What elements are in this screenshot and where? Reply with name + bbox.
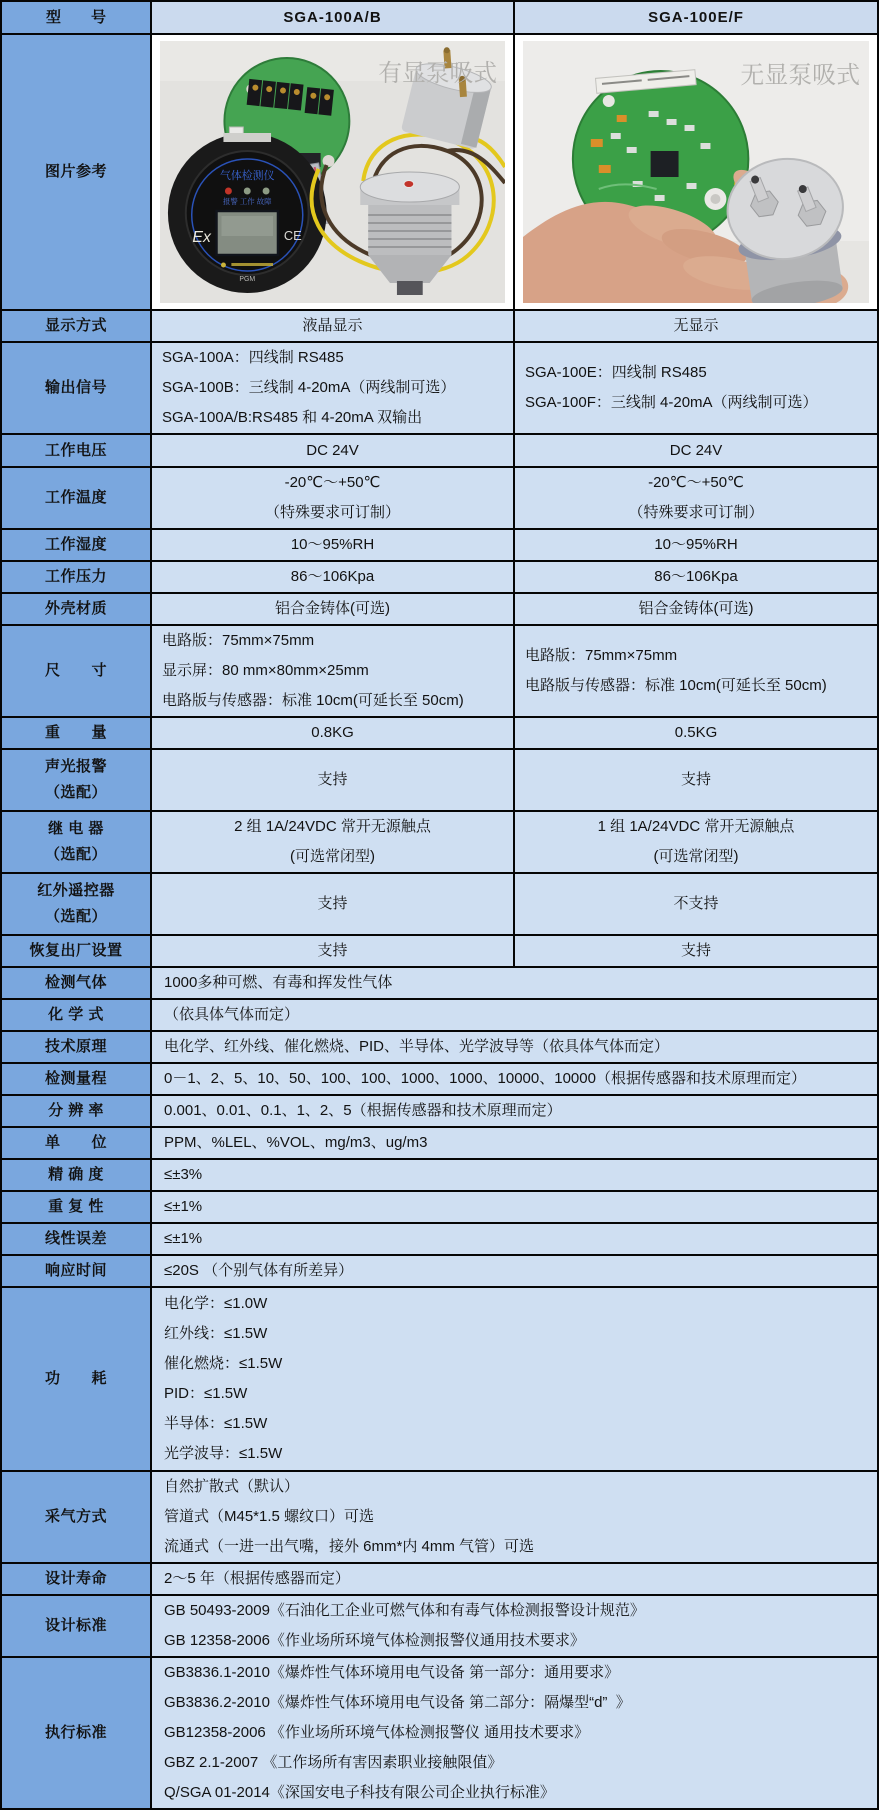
spec-span-content (152, 1032, 877, 1062)
row-label-text: 输出信号 (44, 379, 107, 396)
spec-value-line: 10～95%RH (654, 536, 738, 553)
row-label-text: 设计标准 (44, 1617, 107, 1634)
spec-span-line: ≤±3% (164, 1166, 203, 1183)
table-row (1, 561, 878, 593)
row-label-line: 继 电 器 (48, 820, 104, 837)
row-label-text: 采气方式 (44, 1508, 107, 1525)
image-cell (151, 34, 514, 310)
spec-value-line: 86～106Kpa (290, 568, 375, 585)
detector-face-illustration (168, 133, 327, 293)
spec-span-cell (151, 967, 878, 999)
table-row (1, 529, 878, 561)
row-label-17 (1, 1031, 151, 1063)
spec-value-line: SGA-100A：四线制 RS485 (162, 349, 344, 366)
spec-value-cell (151, 434, 514, 467)
spec-value-cell (151, 811, 514, 873)
row-label-text: 响应时间 (44, 1262, 107, 1279)
spec-value-content (152, 765, 513, 795)
row-label-19 (1, 1095, 151, 1127)
row-label-text: 工作压力 (44, 568, 107, 585)
spec-value-content (515, 530, 877, 560)
row-label-text: 外壳材质 (44, 600, 107, 617)
spec-span-cell (151, 1595, 878, 1657)
row-label-text: 重 量 (44, 724, 107, 741)
table-row (1, 935, 878, 967)
spec-value-line: 支持 (317, 895, 348, 912)
row-label-text: 重 复 性 (48, 1198, 104, 1215)
table-row (1, 1287, 878, 1471)
spec-value-content (152, 530, 513, 560)
row-label-text: 工作湿度 (44, 536, 107, 553)
row-label-24 (1, 1255, 151, 1287)
row-label-22 (1, 1191, 151, 1223)
row-label-text: 分 辨 率 (48, 1102, 104, 1119)
spec-value-line: （特殊要求可订制） (628, 504, 764, 521)
spec-span-line: （依具体气体而定） (164, 1006, 300, 1023)
row-label-1 (1, 34, 151, 310)
photo-left-illustration (160, 41, 505, 303)
spec-value-cell (514, 561, 878, 593)
product-photo-sga100ab (160, 41, 505, 303)
spec-value-line: SGA-100E：四线制 RS485 (525, 364, 707, 381)
spec-value-content (152, 889, 513, 919)
spec-value-line: 支持 (317, 942, 348, 959)
spec-value-line: 支持 (680, 771, 711, 788)
spec-span-line: 半导体：≤1.5W (164, 1415, 268, 1432)
spec-value-cell (151, 561, 514, 593)
spec-span-line: ≤20S （个别气体有所差异） (164, 1262, 354, 1279)
spec-value-content (515, 436, 877, 466)
spec-span-cell (151, 1127, 878, 1159)
table-row (1, 1255, 878, 1287)
row-label-content (2, 878, 150, 930)
spec-span-cell (151, 1031, 878, 1063)
spec-value-content (515, 641, 877, 701)
table-row (1, 717, 878, 749)
table-row (1, 625, 878, 717)
row-label-text: 工作温度 (44, 489, 107, 506)
spec-span-line: Q/SGA 01-2014《深国安电子科技有限公司企业执行标准》 (164, 1784, 555, 1801)
spec-value-line: DC 24V (306, 441, 359, 459)
spec-span-content (152, 1224, 877, 1254)
spec-value-line: 支持 (317, 771, 348, 788)
spec-value-cell (151, 625, 514, 717)
spec-span-cell (151, 1223, 878, 1255)
device-title-text: 气体检测仪 (220, 169, 275, 183)
spec-span-line: 管道式（M45*1.5 螺纹口）可选 (164, 1508, 375, 1525)
spec-value-line: 10～95%RH (290, 536, 375, 553)
spec-span-line: 1000多种可燃、有毒和挥发性气体 (164, 974, 393, 991)
spec-span-line: GB3836.2-2010《爆炸性气体环境用电气设备 第二部分：隔爆型“d” 》 (164, 1694, 631, 1711)
led-labels-text: 报警 工作 故障 (222, 196, 272, 207)
row-label-0 (1, 1, 151, 34)
spec-value-line: 不支持 (673, 895, 719, 912)
spec-value-cell (514, 467, 878, 529)
spec-span-line: GB 50493-2009《石油化工企业可燃气体和有毒气体检测报警设计规范》 (164, 1602, 645, 1619)
spec-value-line: -20℃～+50℃ (648, 474, 744, 491)
row-label-5 (1, 467, 151, 529)
spec-span-line: 0.001、0.01、0.1、1、2、5（根据传感器和技术原理而定） (164, 1102, 562, 1119)
table-row (1, 967, 878, 999)
spec-value-content (152, 626, 513, 716)
row-label-text: 技术原理 (44, 1038, 107, 1055)
spec-value-cell (151, 310, 514, 342)
spec-value-cell (151, 717, 514, 749)
spec-span-cell (151, 1095, 878, 1127)
spec-value-cell (514, 873, 878, 935)
row-label-20 (1, 1127, 151, 1159)
spec-span-content (152, 1128, 877, 1158)
spec-span-line: GB12358-2006 《作业场所环境气体检测报警仪 通用技术要求》 (164, 1724, 590, 1741)
row-label-16 (1, 999, 151, 1031)
table-row (1, 342, 878, 434)
spec-span-line: ≤±1% (164, 1198, 203, 1215)
model-header-cell: SGA-100E/F (514, 1, 878, 34)
spec-value-line: 无显示 (673, 317, 719, 334)
table-row (1, 1031, 878, 1063)
spec-value-line: 0.8KG (311, 724, 354, 741)
spec-value-cell (514, 593, 878, 625)
table-row (1, 873, 878, 935)
row-label-4 (1, 434, 151, 467)
spec-value-content (152, 936, 513, 966)
row-label-line: 红外遥控器 (37, 882, 115, 899)
spec-value-line: 1 组 1A/24VDC 常开无源触点 (597, 818, 795, 835)
table-row (1, 1159, 878, 1191)
product-photo-sga100ef (523, 41, 869, 303)
table-row (1, 1191, 878, 1223)
spec-value-cell (151, 342, 514, 434)
spec-value-line: 铝合金铸体(可选) (275, 600, 390, 617)
table-row (1, 1127, 878, 1159)
spec-value-content (152, 562, 513, 592)
spec-value-cell (514, 717, 878, 749)
row-label-content (2, 754, 150, 806)
spec-value-line: SGA-100A/B:RS485 和 4-20mA 双输出 (162, 409, 423, 426)
spec-value-content (515, 812, 877, 872)
spec-value-line: SGA-100B：三线制 4-20mA（两线制可选） (162, 379, 456, 396)
spec-span-cell (151, 1255, 878, 1287)
row-label-text: 单 位 (44, 1134, 107, 1151)
spec-span-line: GBZ 2.1-2007 《工作场所有害因素职业接触限值》 (164, 1754, 503, 1771)
row-label-text: 化 学 式 (48, 1006, 104, 1023)
spec-span-cell (151, 1287, 878, 1471)
spec-value-line: 电路版与传感器：标准 10cm(可延长至 50cm) (525, 677, 827, 694)
spec-value-cell (514, 749, 878, 811)
spec-value-cell (514, 935, 878, 967)
spec-span-line: 0－1、2、5、10、50、100、100、1000、1000、10000、10000（根据传感器和技术原理而定） (164, 1070, 806, 1087)
row-label-10 (1, 717, 151, 749)
spec-value-content (515, 765, 877, 795)
spec-span-line: PID：≤1.5W (164, 1385, 248, 1402)
ex-mark-text: Ex (192, 228, 211, 247)
spec-value-line: 电路版：75mm×75mm (525, 647, 678, 664)
spec-span-line: 2～5 年（根据传感器而定） (164, 1570, 350, 1587)
spec-value-content (515, 889, 877, 919)
table-row (1, 1063, 878, 1095)
spec-span-line: GB3836.1-2010《爆炸性气体环境用电气设备 第一部分：通用要求》 (164, 1664, 620, 1681)
row-label-text: 图片参考 (44, 163, 107, 180)
table-row (1, 34, 878, 310)
spec-span-line: PPM、%LEL、%VOL、mg/m3、ug/m3 (164, 1134, 428, 1151)
spec-span-content (152, 1596, 877, 1656)
row-label-21 (1, 1159, 151, 1191)
spec-value-line: 液晶显示 (302, 317, 363, 334)
ce-mark-text: CE (283, 227, 302, 244)
spec-span-content (152, 1064, 877, 1094)
row-label-text: 精 确 度 (48, 1166, 104, 1183)
row-label-6 (1, 529, 151, 561)
table-row (1, 1, 878, 34)
spec-value-content (152, 311, 513, 341)
row-label-content (2, 816, 150, 868)
row-label-27 (1, 1563, 151, 1595)
table-row (1, 999, 878, 1031)
spec-value-line: (可选常闭型) (290, 848, 375, 865)
spec-span-cell (151, 1471, 878, 1563)
table-row (1, 1095, 878, 1127)
table-row (1, 811, 878, 873)
row-label-26 (1, 1471, 151, 1563)
spec-value-cell (151, 749, 514, 811)
spec-value-content (515, 936, 877, 966)
table-row (1, 1595, 878, 1657)
spec-value-content (152, 812, 513, 872)
table-row (1, 467, 878, 529)
spec-span-line: GB 12358-2006《作业场所环境气体检测报警仪通用技术要求》 (164, 1632, 585, 1649)
spec-span-line: 自然扩散式（默认） (164, 1478, 300, 1495)
row-label-3 (1, 342, 151, 434)
spec-value-content (152, 436, 513, 466)
spec-span-cell (151, 1657, 878, 1809)
spec-value-content (515, 594, 877, 624)
table-row (1, 1471, 878, 1563)
spec-value-content (515, 358, 877, 418)
table-row (1, 1563, 878, 1595)
spec-value-line: 电路版与传感器：标准 10cm(可延长至 50cm) (162, 692, 464, 709)
row-label-28 (1, 1595, 151, 1657)
row-label-text: 检测量程 (44, 1070, 107, 1087)
spec-value-content (152, 343, 513, 433)
spec-value-content (152, 594, 513, 624)
spec-span-content (152, 1000, 877, 1030)
spec-value-content (515, 468, 877, 528)
row-label-8 (1, 593, 151, 625)
spec-span-cell (151, 1063, 878, 1095)
row-label-text: 恢复出厂设置 (29, 942, 123, 959)
spec-value-cell (151, 935, 514, 967)
row-label-9 (1, 625, 151, 717)
row-label-text: 显示方式 (44, 317, 107, 334)
row-label-25 (1, 1287, 151, 1471)
spec-value-line: 0.5KG (674, 724, 718, 741)
spec-value-content (515, 562, 877, 592)
row-label-text: 功 耗 (44, 1370, 107, 1387)
spec-span-cell (151, 1159, 878, 1191)
spec-span-content (152, 1658, 877, 1808)
spec-span-cell (151, 1563, 878, 1595)
spec-value-line: SGA-100F：三线制 4-20mA（两线制可选） (525, 394, 818, 411)
row-label-text: 线性误差 (44, 1230, 107, 1247)
spec-span-content (152, 1192, 877, 1222)
spec-value-cell (151, 529, 514, 561)
image-cell (514, 34, 878, 310)
model-header-cell: SGA-100A/B (151, 1, 514, 34)
table-row (1, 1657, 878, 1809)
spec-span-cell (151, 1191, 878, 1223)
spec-span-line: 电化学：≤1.0W (164, 1295, 268, 1312)
spec-span-line: ≤±1% (164, 1230, 203, 1247)
table-row (1, 749, 878, 811)
spec-value-line: 显示屏：80 mm×80mm×25mm (162, 662, 369, 679)
row-label-12 (1, 811, 151, 873)
spec-value-content (515, 718, 877, 748)
row-label-29 (1, 1657, 151, 1809)
spec-value-cell (151, 873, 514, 935)
spec-value-cell (514, 342, 878, 434)
spec-value-cell (151, 467, 514, 529)
row-label-text: 工作电压 (44, 441, 107, 459)
row-label-line: 声光报警 (44, 758, 107, 775)
watermark-text: 有显泵吸式 (378, 59, 498, 88)
row-label-text: 型 号 (45, 8, 106, 26)
spec-span-content (152, 1256, 877, 1286)
row-label-line: （选配） (44, 846, 107, 863)
spec-span-content (152, 1472, 877, 1562)
spec-span-cell (151, 999, 878, 1031)
spec-value-line: 铝合金铸体(可选) (638, 600, 754, 617)
spec-value-line: 86～106Kpa (654, 568, 738, 585)
spec-value-content (152, 718, 513, 748)
spec-value-cell (514, 811, 878, 873)
row-label-text: 执行标准 (44, 1724, 107, 1741)
row-label-23 (1, 1223, 151, 1255)
row-label-11 (1, 749, 151, 811)
table-row (1, 1223, 878, 1255)
row-label-13 (1, 873, 151, 935)
row-label-18 (1, 1063, 151, 1095)
table-row (1, 593, 878, 625)
spec-span-line: 红外线：≤1.5W (164, 1325, 268, 1342)
spec-span-content (152, 1289, 877, 1469)
spec-value-cell (514, 310, 878, 342)
row-label-7 (1, 561, 151, 593)
spec-value-cell (514, 434, 878, 467)
spec-value-line: DC 24V (669, 441, 723, 459)
row-label-15 (1, 967, 151, 999)
spec-value-cell (514, 529, 878, 561)
spec-value-line: -20℃～+50℃ (284, 474, 381, 491)
spec-value-line: （特殊要求可订制） (264, 504, 400, 521)
spec-span-line: 催化燃烧：≤1.5W (164, 1355, 283, 1372)
row-label-line: （选配） (44, 908, 107, 925)
spec-span-content (152, 968, 877, 998)
row-label-14 (1, 935, 151, 967)
table-row (1, 310, 878, 342)
spec-span-content (152, 1160, 877, 1190)
spec-span-line: 光学波导：≤1.5W (164, 1445, 283, 1462)
spec-span-line: 电化学、红外线、催化燃烧、PID、半导体、光学波导等（依具体气体而定） (164, 1038, 670, 1055)
spec-span-content (152, 1096, 877, 1126)
row-label-2 (1, 310, 151, 342)
spec-span-line: 流通式（一进一出气嘴，接外 6mm*内 4mm 气管）可选 (164, 1538, 535, 1555)
spec-value-cell (514, 625, 878, 717)
row-label-text: 检测气体 (44, 974, 107, 991)
spec-span-content (152, 1564, 877, 1594)
photo-right-illustration (523, 41, 869, 303)
watermark-text: 无显泵吸式 (740, 61, 861, 90)
spec-value-line: (可选常闭型) (653, 848, 739, 865)
spec-value-content (152, 468, 513, 528)
spec-value-line: 支持 (680, 942, 711, 959)
spec-value-line: 电路版：75mm×75mm (162, 632, 315, 649)
row-label-text: 尺 寸 (44, 662, 107, 679)
spec-value-content (515, 311, 877, 341)
row-label-line: （选配） (44, 784, 107, 801)
row-label-text: 设计寿命 (44, 1570, 107, 1587)
spec-value-cell (151, 593, 514, 625)
spec-value-line: 2 组 1A/24VDC 常开无源触点 (234, 818, 431, 835)
table-row (1, 434, 878, 467)
device-small-text: PGM (239, 275, 256, 284)
